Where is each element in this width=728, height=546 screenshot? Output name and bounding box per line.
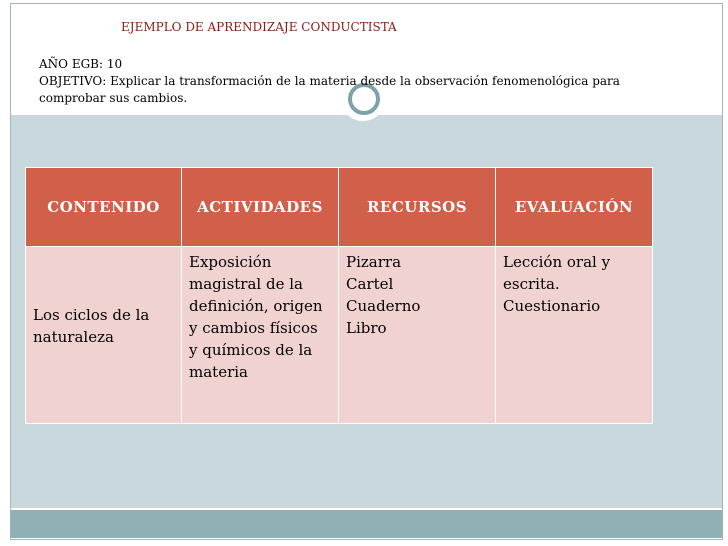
cell-contenido [26,247,182,424]
cell-text-line: Exposición [189,253,272,271]
cell-text-line: y cambios físicos [189,319,318,337]
cell-text-line: escrita. [503,275,560,293]
cell-text-line: definición, origen [189,297,323,315]
cell-text-line: Lección oral y [503,253,611,271]
cell-recursos [339,247,496,424]
grade-text: AÑO EGB: 10 [39,57,123,71]
footer-band [11,510,722,538]
header-actividades: ACTIVIDADES [182,168,339,247]
table-row [26,247,653,424]
cell-text-line: naturaleza [33,328,114,346]
cell-text-line: Libro [346,319,387,337]
cell-text-line: Los ciclos de la [33,306,150,324]
table-header-row [26,168,653,247]
cell-text-line: magistral de la [189,275,303,293]
cell-text-line: materia [189,363,248,381]
lesson-plan-table [25,167,653,424]
cell-evaluacion [496,247,653,424]
cell-text-line: Cuaderno [346,297,421,315]
cell-text-line: Pizarra [346,253,402,271]
header-contenido: CONTENIDO [26,168,182,247]
objective-text: OBJETIVO: Explicar la transformación de la materia desde la observación fenomenológica para comprobar sus cambios. [39,74,620,105]
cell-text-line: Cartel [346,275,394,293]
cell-text-line: Cuestionario [503,297,601,315]
slide-title: EJEMPLO DE APRENDIZAJE CONDUCTISTA [121,20,397,34]
header-evaluacion: EVALUACIÓN [496,168,653,247]
cell-text-line: y químicos de la [189,341,313,359]
cell-actividades [182,247,339,424]
header-recursos: RECURSOS [339,168,496,247]
